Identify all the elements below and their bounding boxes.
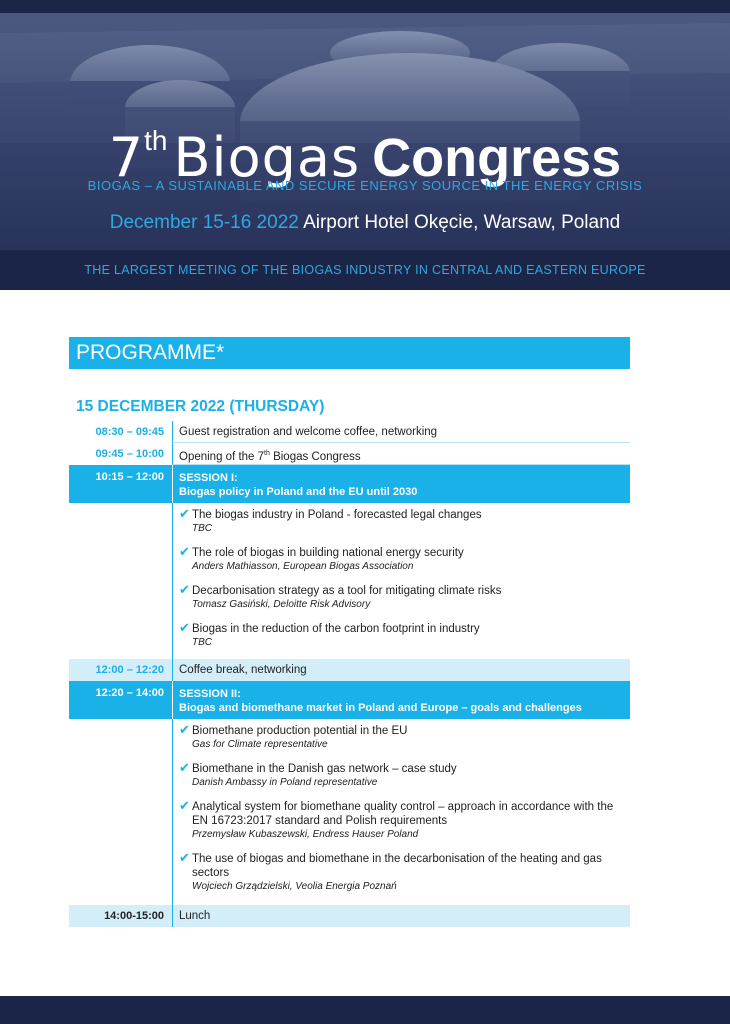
item-title: Decarbonisation strategy as a tool for mitigating climate risks: [192, 585, 502, 597]
agenda-text: Coffee break, networking: [172, 659, 630, 681]
item-speaker: Wojciech Grządzielski, Veolia Energia Poznań: [192, 881, 397, 892]
session-title: Biogas and biomethane market in Poland and Europe – goals and challenges: [179, 702, 582, 714]
list-item: [179, 762, 630, 790]
agenda-time: 10:15 – 12:00: [95, 471, 164, 483]
item-title: Biogas in the reduction of the carbon footprint in industry: [192, 623, 480, 635]
check-icon: ✔: [179, 851, 190, 866]
session-header: [172, 681, 630, 719]
session-label: SESSION II:: [179, 688, 241, 700]
agenda-time: 09:45 – 10:00: [95, 448, 164, 460]
item-title: Analytical system for biomethane quality control – approach in accordance with the EN 16723:2017 standard and Polish requirements: [192, 801, 614, 827]
agenda-time-empty: [69, 503, 172, 659]
agenda-text: [172, 443, 630, 465]
title-bold: Congress: [372, 128, 622, 188]
title-ordinal: th: [144, 125, 168, 156]
break-row: [69, 659, 630, 681]
check-icon: ✔: [179, 507, 190, 522]
list-item: [179, 724, 630, 752]
check-icon: ✔: [179, 621, 190, 636]
tagline-band: THE LARGEST MEETING OF THE BIOGAS INDUSTRY IN CENTRAL AND EASTERN EUROPE: [0, 250, 730, 290]
congress-place: Airport Hotel Okęcie, Warsaw, Poland: [303, 212, 621, 233]
session-items-row: [69, 503, 630, 659]
agenda-time-empty: [69, 719, 172, 905]
list-item: [179, 546, 630, 574]
item-speaker: Tomasz Gasiński, Deloitte Risk Advisory: [192, 599, 371, 610]
congress-title: [0, 111, 730, 188]
list-item: [179, 584, 630, 612]
hero-banner: [0, 13, 730, 250]
agenda-text: Guest registration and welcome coffee, networking: [172, 421, 630, 443]
list-item: [179, 800, 630, 842]
opening-text-post: Biogas Congress: [269, 450, 361, 463]
top-bar: [0, 0, 730, 13]
agenda-table: [69, 421, 630, 927]
item-speaker: TBC: [192, 637, 212, 648]
agenda-time: 14:00-15:00: [104, 910, 164, 922]
session-items: [172, 503, 630, 659]
agenda-time: 08:30 – 09:45: [95, 426, 164, 438]
congress-date: December 15-16 2022: [109, 212, 299, 233]
lunch-row: [69, 905, 630, 927]
session-items-row: [69, 719, 630, 905]
list-item: [179, 622, 630, 650]
agenda-row: [69, 421, 630, 443]
day-heading: 15 DECEMBER 2022 (THURSDAY): [76, 398, 325, 415]
agenda-row: [69, 443, 630, 465]
congress-subtitle: BIOGAS – A SUSTAINABLE AND SECURE ENERGY SOURCE IN THE ENERGY CRISIS: [87, 178, 643, 193]
item-speaker: Danish Ambassy in Poland representative: [192, 777, 378, 788]
item-speaker: Gas for Climate representative: [192, 739, 328, 750]
item-speaker: Przemysław Kubaszewski, Endress Hauser Poland: [192, 829, 419, 840]
title-number: 7: [108, 126, 145, 189]
bottom-bar: [0, 996, 730, 1024]
item-title: The use of biogas and biomethane in the decarbonisation of the heating and gas sectors: [192, 853, 602, 879]
check-icon: ✔: [179, 799, 190, 814]
session-row: [69, 465, 630, 503]
item-title: The role of biogas in building national energy security: [192, 547, 464, 559]
item-title: Biomethane in the Danish gas network – case study: [192, 763, 457, 775]
agenda-time: 12:00 – 12:20: [95, 664, 164, 676]
agenda-time: 12:20 – 14:00: [95, 687, 164, 699]
list-item: [179, 508, 630, 536]
session-header: [172, 465, 630, 503]
item-speaker: Anders Mathiasson, European Biogas Association: [192, 561, 414, 572]
item-speaker: TBC: [192, 523, 212, 534]
check-icon: ✔: [179, 761, 190, 776]
item-title: Biomethane production potential in the EU: [192, 725, 408, 737]
opening-ordinal: th: [264, 450, 270, 457]
check-icon: ✔: [179, 545, 190, 560]
session-title: Biogas policy in Poland and the EU until 2030: [179, 486, 418, 498]
opening-text-pre: Opening of the 7: [179, 450, 265, 463]
check-icon: ✔: [179, 723, 190, 738]
title-light: Biogas: [173, 126, 361, 189]
list-item: [179, 852, 630, 894]
item-title: The biogas industry in Poland - forecasted legal changes: [192, 509, 482, 521]
check-icon: ✔: [179, 583, 190, 598]
agenda-text: Lunch: [172, 905, 630, 927]
congress-date-place: [0, 212, 730, 234]
session-label: SESSION I:: [179, 472, 238, 484]
programme-heading: PROGRAMME*: [69, 337, 630, 369]
session-items: [172, 719, 630, 905]
session-row: [69, 681, 630, 719]
